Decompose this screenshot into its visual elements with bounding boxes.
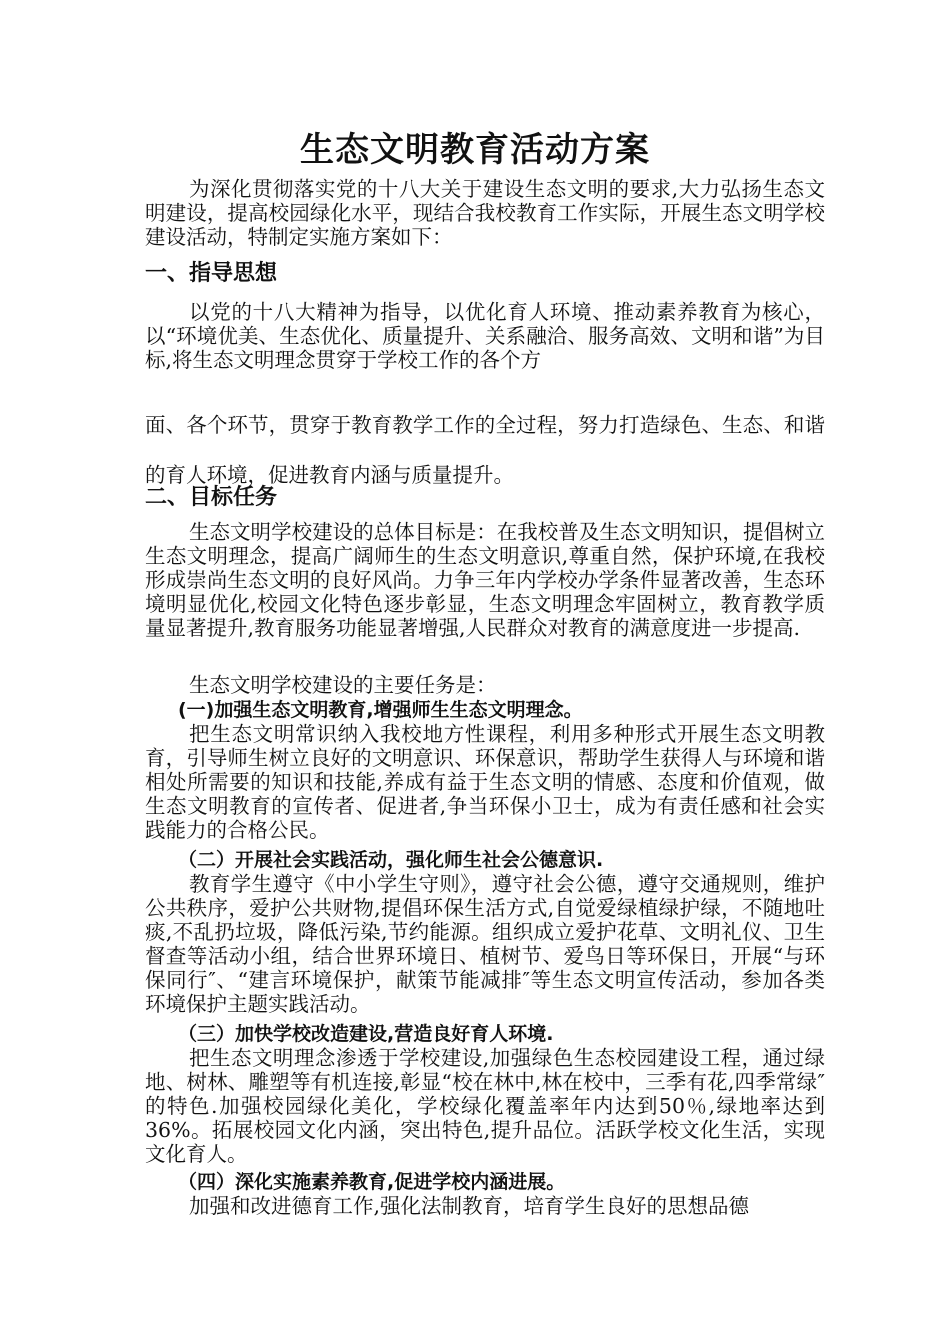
tasks-intro: 生态文明学校建设的主要任务是： <box>189 673 497 697</box>
task3-paragraph: 把生态文明理念渗透于学校建设,加强绿色生态校园建设工程，通过绿地、树林、雕塑等有机连接,彰显“校在林中,林在校中，三季有花,四季常绿″的特色.加强校园绿化美化，学校绿化覆盖率年内达到50％,绿地率达到36%。拓展校园文化内涵，突出特色,提升品位。活跃学校文化生活，实现文化育人。 <box>145 1046 825 1166</box>
task3-heading: （三）加快学校改造建设,营造良好育人环境. <box>178 1023 554 1045</box>
goal-paragraph: 生态文明学校建设的总体目标是：在我校普及生态文明知识，提倡树立生态文明理念，提高广阔师生的生态文明意识,尊重自然，保护环境,在我校形成崇尚生态文明的良好风尚。力争三年内学校办学条件显著改善，生态环境明显优化,校园文化特色逐步彰显，生态文明理念牢固树立，教育教学质量显著提升,教育服务功能显著增强,人民群众对教育的满意度进一步提高. <box>145 520 825 640</box>
section2-heading: 二、目标任务 <box>145 485 278 510</box>
task4-paragraph: 加强和改进德育工作,强化法制教育，培育学生良好的思想品德 <box>189 1194 750 1218</box>
section1-heading: 一、指导思想 <box>145 261 278 286</box>
document-title: 生态文明教育活动方案 <box>300 130 650 170</box>
task4-heading: （四）深化实施素养教育,促进学校内涵进展。 <box>178 1171 566 1193</box>
task2-paragraph: 教育学生遵守《中小学生守则》，遵守社会公德，遵守交通规则，维护公共秩序，爱护公共财物,提倡环保生活方式,自觉爱绿植绿护绿，不随地吐痰,不乱扔垃圾，降低污染,节约能源。组织成立爱护花草、文明礼仪、卫生督查等活动小组，结合世界环境日、植树节、爱鸟日等环保日，开展“与环保同行″、“建言环境保护，献策节能减排″等生态文明宣传活动，参加各类环境保护主题实践活动。 <box>145 872 825 1016</box>
task1-paragraph: 把生态文明常识纳入我校地方性课程，利用多种形式开展生态文明教育，引导师生树立良好的文明意识、环保意识，帮助学生获得人与环境和谐相处所需要的知识和技能,养成有益于生态文明的情感、态度和价值观，做生态文明教育的宣传者、促进者,争当环保小卫士，成为有责任感和社会实践能力的合格公民。 <box>145 722 825 842</box>
section1-paragraph-b: 面、各个环节，贯穿于教育教学工作的全过程，努力打造绿色、生态、和谐的育人环境，促进教育内涵与质量提升。 <box>145 413 825 487</box>
task1-heading: (一)加强生态文明教育,增强师生生态文明理念。 <box>178 699 583 721</box>
section1-paragraph-a: 以党的十八大精神为指导，以优化育人环境、推动素养教育为核心，以“环境优美、生态优化、质量提升、关系融洽、服务高效、文明和谐”为目标,将生态文明理念贯穿于学校工作的各个方 <box>145 300 825 372</box>
task2-heading: （二）开展社会实践活动，强化师生社会公德意识. <box>178 849 604 871</box>
intro-paragraph: 为深化贯彻落实党的十八大关于建设生态文明的要求,大力弘扬生态文明建设，提高校园绿化水平，现结合我校教育工作实际，开展生态文明学校建设活动，特制定实施方案如下： <box>145 177 825 249</box>
